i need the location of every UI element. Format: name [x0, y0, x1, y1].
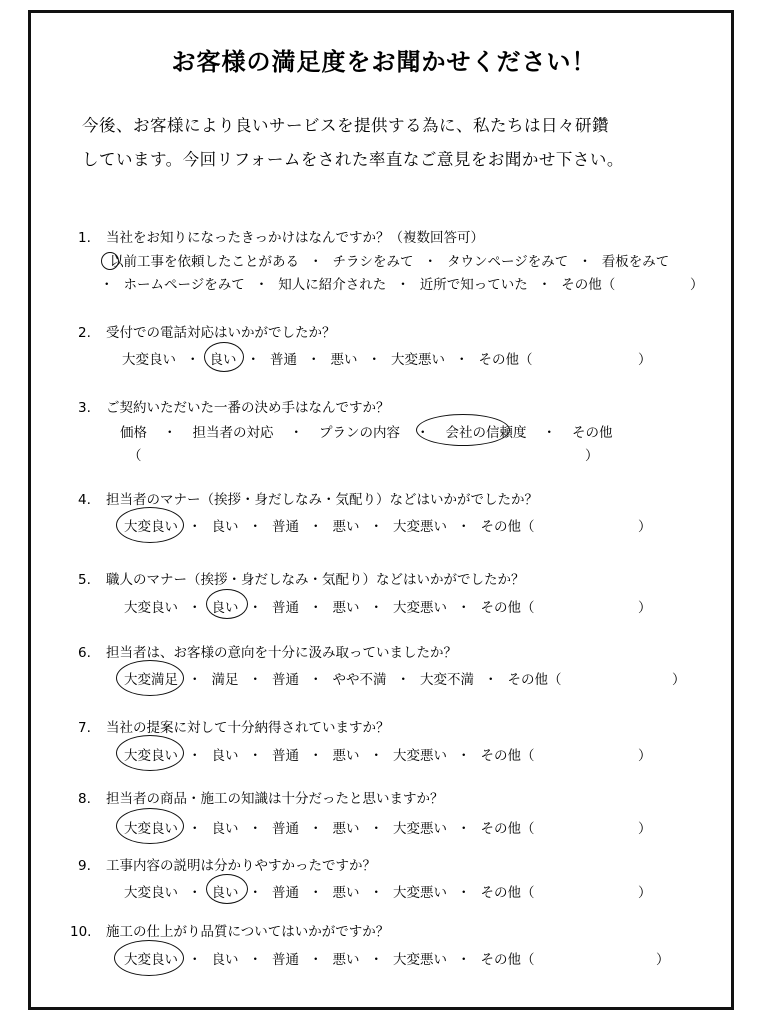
paren-close: ）: [638, 885, 652, 901]
option-2[interactable]: 良い: [211, 952, 239, 968]
option-5[interactable]: 大変悪い: [393, 519, 447, 535]
separator: ・: [188, 600, 202, 616]
option-3[interactable]: 普通: [272, 952, 299, 968]
option-5[interactable]: 大変悪い: [393, 600, 447, 616]
question-2: [78, 321, 336, 341]
separator: ・: [248, 672, 262, 688]
option-4[interactable]: 悪い: [332, 952, 360, 968]
q5-options: [124, 596, 535, 616]
question-number: 6.: [78, 645, 91, 661]
question-7: [78, 716, 390, 736]
separator: ・: [309, 821, 323, 837]
question-text: 施工の仕上がり品質についてはいかがですか？: [106, 924, 390, 940]
question-10: [70, 920, 389, 940]
separator: ・: [309, 672, 323, 688]
option-7[interactable]: 近所で知っていた: [419, 277, 528, 293]
paren-close: ）: [656, 952, 670, 968]
separator: ・: [246, 352, 260, 368]
question-3: [78, 396, 390, 416]
option-6[interactable]: その他（: [480, 600, 535, 616]
option-2[interactable]: 良い: [211, 519, 239, 535]
intro-line-1: 今後、お客様により良いサービスを提供する為に、私たちは日々研鑽: [82, 116, 609, 135]
option-2[interactable]: 良い: [211, 600, 239, 616]
separator: ・: [455, 352, 469, 368]
option-3[interactable]: 普通: [270, 352, 297, 368]
question-number: 9.: [78, 858, 91, 874]
separator: ・: [367, 352, 381, 368]
separator: ・: [188, 821, 202, 837]
option-4[interactable]: やや不満: [332, 672, 387, 688]
q8-options: [124, 817, 535, 837]
separator: ・: [309, 519, 323, 535]
separator: ・: [369, 748, 383, 764]
question-text: ご契約いただいた一番の決め手はなんですか？: [106, 400, 390, 416]
separator: ・: [248, 952, 262, 968]
separator: ・: [248, 600, 262, 616]
separator: ・: [396, 277, 410, 293]
separator: ・: [248, 519, 262, 535]
option-5[interactable]: 大変悪い: [391, 352, 445, 368]
q10-options: [124, 948, 535, 968]
paren-close: ）: [585, 448, 599, 464]
option-5[interactable]: その他: [572, 425, 613, 441]
q6-options: [124, 668, 562, 688]
question-number: 5.: [78, 572, 91, 588]
separator: ・: [289, 425, 303, 441]
separator: ・: [396, 672, 410, 688]
separator: ・: [537, 277, 552, 293]
option-1[interactable]: 大変良い: [124, 748, 178, 764]
separator: ・: [248, 821, 262, 837]
option-3[interactable]: プランの内容: [319, 425, 400, 441]
question-text: 工事内容の説明は分かりやすかったですか？: [106, 858, 376, 874]
option-4[interactable]: 悪い: [332, 519, 360, 535]
separator: ・: [369, 885, 383, 901]
option-5[interactable]: 大変悪い: [393, 748, 447, 764]
separator: ・: [309, 600, 323, 616]
separator: ・: [457, 952, 471, 968]
option-2[interactable]: 良い: [209, 352, 237, 368]
option-6[interactable]: その他（: [480, 885, 535, 901]
option-2[interactable]: 良い: [211, 821, 239, 837]
option-1[interactable]: 価格: [120, 425, 147, 441]
separator: ・: [307, 352, 321, 368]
paren-close: ）: [638, 352, 652, 368]
separator: ・: [248, 748, 262, 764]
separator: ・: [457, 600, 471, 616]
option-1[interactable]: 大変良い: [124, 600, 178, 616]
separator: ・: [423, 254, 437, 270]
separator: ・: [542, 425, 556, 441]
option-3[interactable]: 普通: [272, 519, 299, 535]
paren-close: ）: [638, 821, 652, 837]
option-6[interactable]: その他（: [480, 821, 535, 837]
paren-close: ）: [690, 277, 704, 293]
intro-line-2: しています。今回リフォームをされた率直なご意見をお聞かせ下さい。: [82, 150, 624, 169]
question-9: [78, 854, 376, 874]
question-number: 10.: [70, 924, 92, 940]
paren-close: ）: [638, 600, 652, 616]
separator: ・: [309, 952, 323, 968]
option-4[interactable]: 悪い: [332, 885, 360, 901]
q7-options: [124, 744, 535, 764]
separator: ・: [457, 748, 471, 764]
separator: ・: [188, 885, 202, 901]
option-5[interactable]: ホームページをみて: [123, 277, 245, 293]
option-5[interactable]: 大変悪い: [393, 821, 447, 837]
separator: ・: [457, 821, 471, 837]
option-1[interactable]: 以前工事を依頼したことがある: [110, 254, 299, 270]
option-6[interactable]: その他（: [480, 519, 535, 535]
q1-options-row-2: [100, 273, 615, 293]
separator: ・: [100, 277, 114, 293]
option-4[interactable]: 悪い: [330, 352, 358, 368]
separator: ・: [369, 821, 383, 837]
separator: ・: [309, 885, 323, 901]
option-3[interactable]: 普通: [272, 748, 299, 764]
question-text: 担当者のマナー（挨拶・身だしなみ・気配り）などはいかがでしたか？: [106, 492, 538, 508]
q1-options-row-1: [106, 250, 669, 270]
separator: ・: [188, 748, 202, 764]
option-4[interactable]: 会社の信頼度: [445, 425, 527, 441]
separator: ・: [254, 277, 269, 293]
question-1: [78, 226, 484, 246]
option-1[interactable]: 大変良い: [124, 885, 178, 901]
question-text: 担当者は、お客様の意向を十分に汲み取っていましたか？: [106, 645, 457, 661]
q3-options: [120, 421, 613, 441]
separator: ・: [578, 254, 592, 270]
option-4[interactable]: 看板をみて: [601, 254, 670, 270]
option-2[interactable]: チラシをみて: [332, 254, 414, 270]
option-5[interactable]: 大変悪い: [393, 885, 447, 901]
q2-options: [122, 348, 533, 368]
question-5: [78, 568, 525, 588]
question-text: 担当者の商品・施工の知識は十分だったと思いますか？: [106, 791, 444, 807]
paren-open: （: [128, 448, 142, 464]
option-1[interactable]: 大変良い: [124, 821, 178, 837]
option-6[interactable]: その他（: [507, 672, 562, 688]
question-6: [78, 641, 457, 661]
question-text: 当社の提案に対して十分納得されていますか？: [106, 720, 390, 736]
option-6[interactable]: その他（: [480, 748, 535, 764]
separator: ・: [186, 352, 200, 368]
separator: ・: [248, 885, 262, 901]
paren-close: ）: [672, 672, 686, 688]
option-4[interactable]: 悪い: [332, 748, 360, 764]
question-8: [78, 787, 444, 807]
option-1[interactable]: 大変良い: [124, 519, 178, 535]
separator: ・: [369, 600, 383, 616]
separator: ・: [188, 952, 202, 968]
paren-close: ）: [638, 519, 652, 535]
option-2[interactable]: 担当者の対応: [192, 425, 274, 441]
question-number: 7.: [78, 720, 91, 736]
separator: ・: [369, 952, 383, 968]
option-3[interactable]: 普通: [272, 600, 299, 616]
option-5[interactable]: 大変悪い: [393, 952, 447, 968]
paren-close: ）: [638, 748, 652, 764]
separator: ・: [416, 425, 430, 441]
option-8[interactable]: その他（: [561, 277, 616, 293]
survey-title: お客様の満足度をお聞かせください！: [171, 48, 597, 76]
separator: ・: [188, 672, 202, 688]
option-3[interactable]: タウンページをみて: [447, 254, 569, 270]
option-6[interactable]: その他（: [480, 952, 535, 968]
question-text: 当社をお知りになったきっかけはなんですか？（複数回答可）: [106, 230, 484, 246]
option-6[interactable]: 知人に紹介された: [278, 277, 387, 293]
option-4[interactable]: 悪い: [332, 600, 360, 616]
option-2[interactable]: 満足: [211, 672, 239, 688]
separator: ・: [369, 519, 383, 535]
option-2[interactable]: 良い: [211, 885, 239, 901]
option-1[interactable]: 大変良い: [122, 352, 176, 368]
option-2[interactable]: 良い: [211, 748, 239, 764]
question-4: [78, 488, 538, 508]
option-5[interactable]: 大変不満: [420, 672, 474, 688]
q4-options: [124, 515, 535, 535]
option-6[interactable]: その他（: [478, 352, 533, 368]
option-1[interactable]: 大変良い: [124, 952, 178, 968]
option-3[interactable]: 普通: [272, 821, 299, 837]
separator: ・: [188, 519, 202, 535]
option-3[interactable]: 普通: [272, 885, 299, 901]
separator: ・: [163, 425, 177, 441]
q9-options: [124, 881, 535, 901]
option-1[interactable]: 大変満足: [124, 672, 178, 688]
question-number: 2.: [78, 325, 91, 341]
option-4[interactable]: 悪い: [332, 821, 360, 837]
separator: ・: [309, 748, 323, 764]
question-number: 4.: [78, 492, 91, 508]
question-text: 受付での電話対応はいかがでしたか？: [106, 325, 336, 341]
separator: ・: [484, 672, 498, 688]
question-number: 1.: [78, 230, 91, 246]
option-3[interactable]: 普通: [272, 672, 299, 688]
question-number: 8.: [78, 791, 91, 807]
separator: ・: [457, 519, 471, 535]
question-text: 職人のマナー（挨拶・身だしなみ・気配り）などはいかがでしたか？: [106, 572, 525, 588]
separator: ・: [457, 885, 471, 901]
separator: ・: [309, 254, 323, 270]
question-number: 3.: [78, 400, 91, 416]
